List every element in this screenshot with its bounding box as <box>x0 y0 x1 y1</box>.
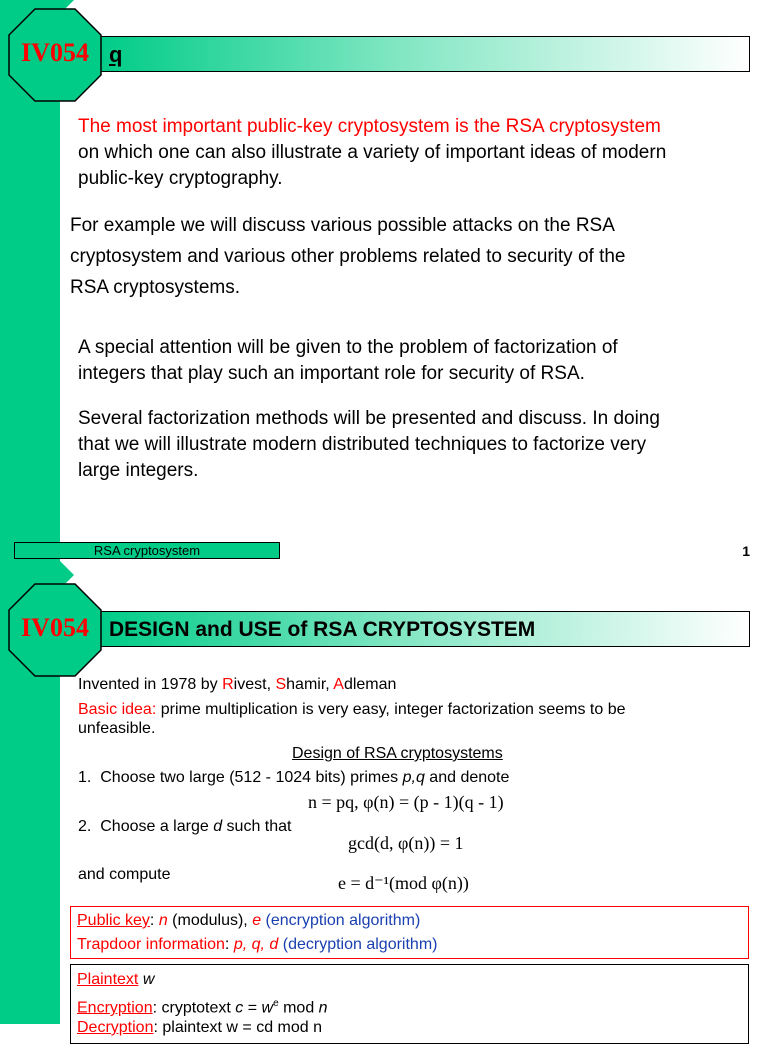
adleman-rest: dleman <box>343 676 397 693</box>
paragraph-2-line-1: For example we will discuss various possible attacks on the RSA <box>70 215 615 236</box>
initial-a: A <box>333 676 344 693</box>
paragraph-2-line-2: cryptosystem and various other problems related to security of the <box>70 246 626 267</box>
slide-2 <box>0 575 768 1036</box>
paragraph-2 <box>70 210 750 303</box>
trapdoor-line <box>77 935 437 955</box>
paragraph-2-line-3: RSA cryptosystems. <box>70 277 240 298</box>
step-1-number: 1. <box>78 769 92 786</box>
design-heading: Design of RSA cryptosystems <box>292 745 503 762</box>
paragraph-3 <box>78 335 758 387</box>
paragraph-4 <box>78 406 758 484</box>
paragraph-1-highlight: The most important public-key cryptosystem is the RSA cryptosystem <box>78 116 661 137</box>
step-2-text: Choose a large <box>100 818 214 835</box>
step-2-var: d <box>213 818 223 835</box>
paragraph-4-line-2: that we will illustrate modern distributed techniques to factorize very <box>78 434 647 455</box>
encryption-text: (encryption algorithm) <box>261 912 421 929</box>
title-bar <box>100 611 750 647</box>
formula-gcd: gcd(d, φ(n)) = 1 <box>348 833 464 853</box>
basic-idea-text-line-2: unfeasible. <box>78 720 156 737</box>
page-number: 1 <box>742 543 750 559</box>
public-key-line <box>77 911 420 931</box>
title-bar <box>100 36 750 72</box>
slide-title: DESIGN and USE of RSA CRYPTOSYSTEM <box>109 618 536 641</box>
step-1 <box>78 768 509 788</box>
encryption-text: : cryptotext <box>152 999 236 1017</box>
slide-title: q <box>109 42 123 67</box>
course-code: IV054 <box>21 613 89 642</box>
decryption-line <box>77 1018 322 1038</box>
decryption-text: (decryption algorithm) <box>278 936 438 953</box>
shamir-rest: hamir, <box>286 676 334 693</box>
paragraph-4-line-1: Several factorization methods will be presented and discuss. In doing <box>78 408 660 429</box>
plaintext-label: Plaintext <box>77 971 139 988</box>
step-2-tail: such that <box>222 818 292 835</box>
colon: : <box>149 912 159 929</box>
rivest-rest: ivest, <box>233 676 276 693</box>
step-1-text: Choose two large (512 - 1024 bits) primes <box>100 769 403 786</box>
exponent-e: e <box>273 998 279 1009</box>
decryption-text: : plaintext w = cd mod n <box>153 1019 323 1036</box>
paragraph-4-line-3: large integers. <box>78 460 199 481</box>
initial-s: S <box>275 676 287 693</box>
encryption-label: Encryption <box>77 999 153 1017</box>
paragraph-3-line-1: A special attention will be given to the problem of factorization of <box>78 337 618 358</box>
step-1-tail: and denote <box>424 769 510 786</box>
paragraph-1-line-3: public-key cryptography. <box>78 168 283 189</box>
trapdoor-vars: p, q, d <box>233 936 279 953</box>
basic-idea-text: prime multiplication is very easy, integer factorization seems to be <box>156 701 626 718</box>
basic-idea-label: Basic idea: <box>78 701 157 718</box>
paragraph-1-line-2: on which one can also illustrate a variety of important ideas of modern <box>78 142 667 163</box>
invented-line <box>78 675 396 695</box>
key-info-box <box>70 906 749 959</box>
paragraph-3-line-2: integers that play such an important role for security of RSA. <box>78 363 585 384</box>
invented-prefix: Invented in 1978 by <box>78 676 223 693</box>
footer-label: RSA cryptosystem <box>14 542 280 559</box>
initial-r: R <box>222 676 234 693</box>
plaintext-var: w <box>261 999 274 1017</box>
plaintext-var: w <box>138 971 155 988</box>
course-code: IV054 <box>21 38 89 67</box>
step-2-number: 2. <box>78 818 92 835</box>
equals: = <box>243 999 262 1017</box>
trapdoor-label: Trapdoor information <box>77 936 225 953</box>
compute-text: and compute <box>78 866 171 883</box>
encryption-box <box>70 964 749 1044</box>
colon: : <box>224 936 234 953</box>
cryptotext-var: c <box>235 999 244 1017</box>
formula-e: e = d⁻¹(mod φ(n)) <box>338 873 469 893</box>
plaintext-line <box>77 970 154 990</box>
left-bar-bottom-cut <box>60 561 74 575</box>
paragraph-1 <box>78 114 758 192</box>
encryption-line <box>77 994 328 1018</box>
basic-idea <box>78 700 748 738</box>
decryption-label: Decryption <box>77 1019 154 1036</box>
mod-text: mod <box>278 999 319 1017</box>
modulus-var: n <box>158 912 168 929</box>
step-1-vars: p,q <box>402 769 425 786</box>
modulus-var: n <box>318 999 328 1017</box>
encryption-var: e <box>252 912 262 929</box>
public-key-label: Public key <box>77 912 150 929</box>
modulus-text: (modulus), <box>167 912 253 929</box>
step-2 <box>78 817 291 837</box>
formula-phi: n = pq, φ(n) = (p - 1)(q - 1) <box>308 792 504 812</box>
